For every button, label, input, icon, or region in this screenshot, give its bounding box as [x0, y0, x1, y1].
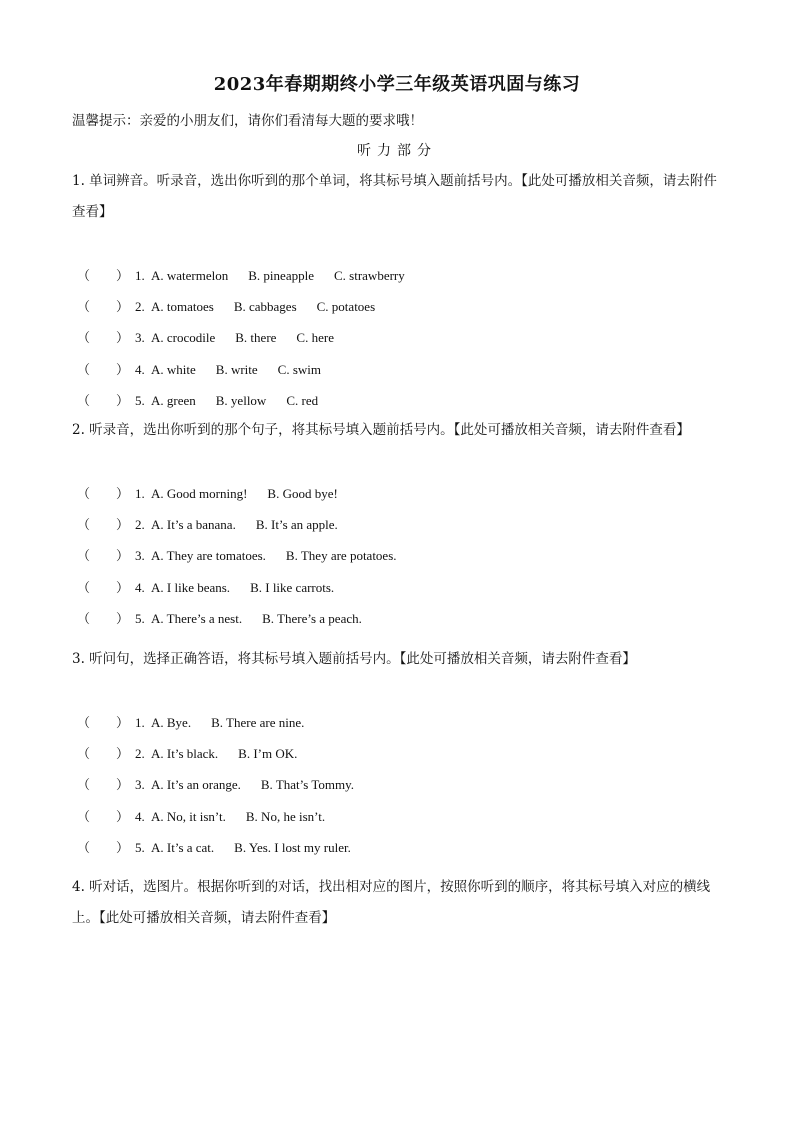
q2-item-4: [77, 577, 717, 596]
option-c: C. here: [296, 330, 334, 346]
answer-bracket[interactable]: （ ）: [77, 839, 130, 855]
question-1-heading: 1. 单词辨音。听录音，选出你听到的那个单词，将其标号填入题前括号内。【此处可播放相关音频，请去附件查看】: [72, 173, 717, 220]
option-a: A. Bye.: [151, 715, 192, 730]
q3-item-4: [77, 806, 717, 825]
page-title: 2023年春期期终小学三年级英语巩固与练习: [213, 74, 581, 95]
answer-bracket[interactable]: （ ）: [77, 746, 130, 762]
item-number: 1.: [135, 715, 145, 730]
option-a: A. It’s black.: [151, 746, 219, 762]
item-number: 1.: [135, 268, 145, 283]
item-number: 5.: [135, 610, 145, 626]
option-a: A. green: [151, 392, 196, 408]
option-a: A. It’s an orange.: [151, 777, 241, 793]
option-b: B. cabbages: [233, 299, 297, 315]
answer-bracket[interactable]: （ ）: [77, 330, 130, 346]
question-2-heading: 2. 听录音，选出你听到的那个句子，将其标号填入题前括号内。【此处可播放相关音频，请去附件查看】: [72, 422, 690, 438]
answer-bracket[interactable]: （ ）: [77, 777, 130, 793]
answer-bracket[interactable]: （ ）: [77, 579, 130, 595]
question-3-heading: 3. 听问句，选择正确答语，将其标号填入题前括号内。【此处可播放相关音频，请去附件查看】: [72, 651, 636, 667]
answer-bracket[interactable]: （ ）: [77, 610, 130, 626]
option-b: B. Good bye!: [267, 486, 338, 501]
answer-bracket[interactable]: （ ）: [77, 548, 130, 564]
warm-tip: 温馨提示：亲爱的小朋友们，请你们看清每大题的要求哦！: [72, 113, 423, 129]
q3-item-1: [77, 712, 717, 731]
option-b: B. there: [235, 330, 277, 346]
item-number: 2.: [135, 517, 145, 533]
option-b: B. There are nine.: [211, 715, 305, 730]
answer-bracket[interactable]: （ ）: [77, 715, 130, 730]
q2-item-1: [77, 483, 717, 502]
option-b: B. I like carrots.: [250, 579, 335, 595]
answer-bracket[interactable]: （ ）: [77, 268, 130, 283]
answer-bracket[interactable]: （ ）: [77, 299, 130, 315]
section-label: 听力部分: [357, 143, 437, 159]
q2-item-2: [77, 514, 717, 533]
option-a: A. white: [151, 361, 196, 377]
option-b: B. They are potatoes.: [285, 548, 397, 564]
option-a: A. Good morning!: [151, 486, 248, 501]
option-b: B. That’s Tommy.: [260, 777, 354, 793]
item-number: 2.: [135, 299, 145, 315]
item-number: 3.: [135, 777, 145, 793]
option-b: B. It’s an apple.: [255, 517, 338, 533]
item-number: 3.: [135, 330, 145, 346]
item-number: 4.: [135, 361, 145, 377]
option-a: A. It’s a cat.: [151, 839, 215, 855]
option-c: C. red: [286, 392, 319, 408]
item-number: 5.: [135, 839, 145, 855]
option-b: B. write: [215, 361, 258, 377]
option-b: B. Yes. I lost my ruler.: [234, 839, 351, 855]
q1-item-5: [77, 390, 717, 409]
option-b: B. There’s a peach.: [262, 610, 362, 626]
option-a: A. It’s a banana.: [151, 517, 236, 533]
q1-item-3: [77, 327, 717, 346]
q1-item-4: [77, 359, 717, 378]
answer-bracket[interactable]: （ ）: [77, 808, 130, 824]
item-number: 3.: [135, 548, 145, 564]
q3-item-2: [77, 743, 717, 762]
q3-item-5: [77, 837, 717, 856]
q2-item-3: [77, 545, 717, 564]
answer-bracket[interactable]: （ ）: [77, 392, 130, 408]
question-4-heading: 4. 听对话，选图片。根据你听到的对话，找出相对应的图片，按照你听到的顺序，将其标号填入对应的横线上。【此处可播放相关音频，请去附件查看】: [72, 879, 711, 926]
option-b: B. No, he isn’t.: [245, 808, 326, 824]
answer-bracket[interactable]: （ ）: [77, 486, 130, 501]
answer-bracket[interactable]: （ ）: [77, 361, 130, 377]
q3-item-3: [77, 774, 717, 793]
q2-item-5: [77, 608, 717, 627]
option-a: A. crocodile: [151, 330, 216, 346]
option-b: B. yellow: [215, 392, 267, 408]
item-number: 4.: [135, 579, 145, 595]
option-c: C. potatoes: [316, 299, 376, 315]
option-a: A. tomatoes: [151, 299, 214, 315]
option-c: C. strawberry: [333, 268, 405, 283]
answer-bracket[interactable]: （ ）: [77, 517, 130, 533]
item-number: 2.: [135, 746, 145, 762]
option-a: A. watermelon: [151, 268, 229, 283]
q1-item-1: [77, 265, 717, 284]
q1-item-2: [77, 296, 717, 315]
item-number: 4.: [135, 808, 145, 824]
option-b: B. I’m OK.: [238, 746, 298, 762]
item-number: 1.: [135, 486, 145, 501]
option-c: C. swim: [277, 361, 322, 377]
option-a: A. They are tomatoes.: [151, 548, 266, 564]
option-a: A. There’s a nest.: [151, 610, 243, 626]
option-a: A. I like beans.: [151, 579, 231, 595]
option-b: B. pineapple: [248, 268, 314, 283]
item-number: 5.: [135, 392, 145, 408]
option-a: A. No, it isn’t.: [151, 808, 226, 824]
